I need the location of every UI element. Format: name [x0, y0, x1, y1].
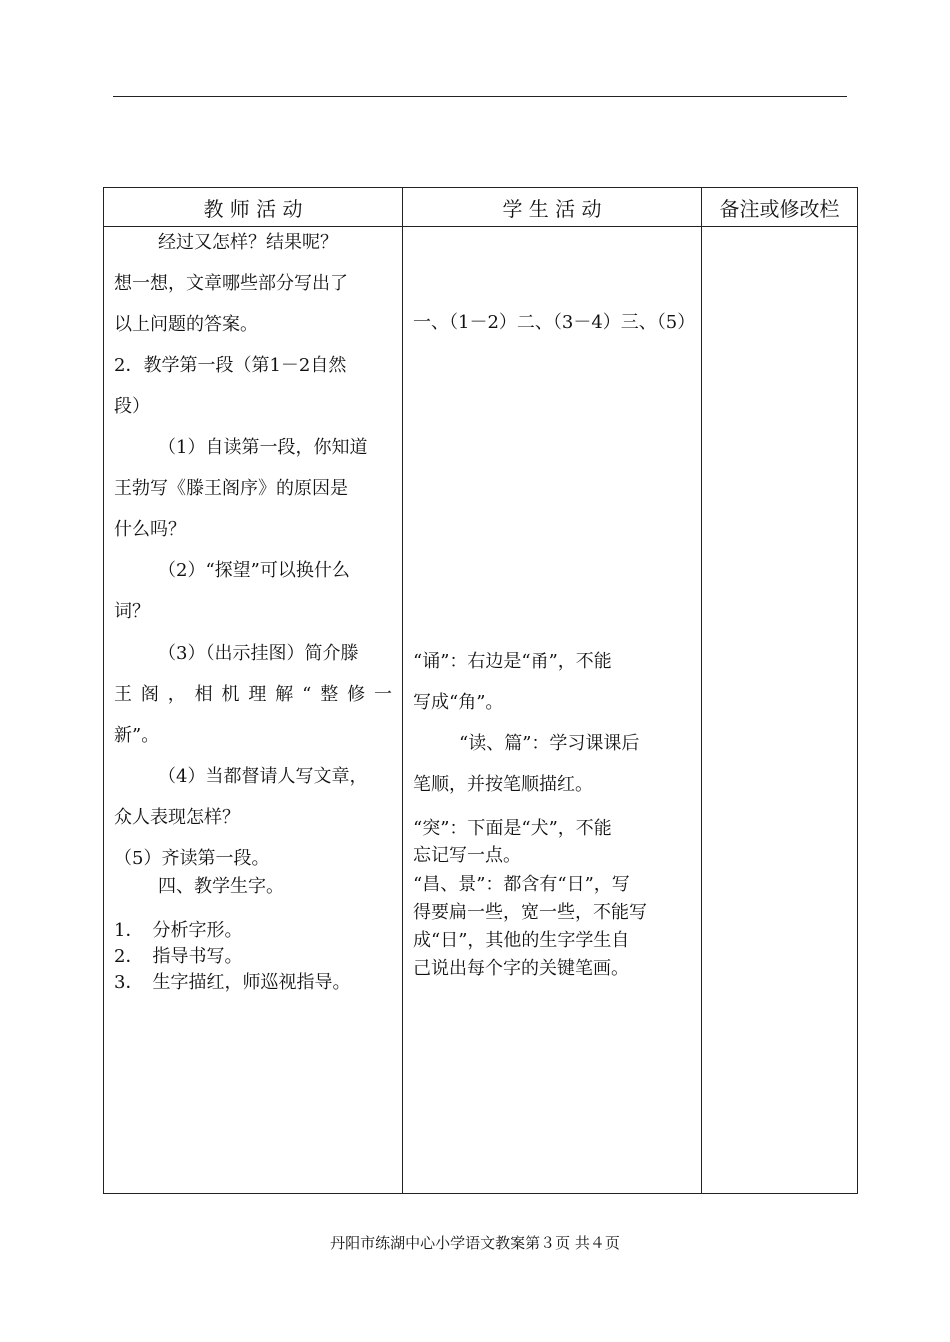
teacher-line-justified — [114, 683, 392, 707]
student-line: 忘记写一点。 — [413, 845, 521, 866]
justified-char: 理 — [248, 684, 267, 705]
teacher-activity-cell — [104, 227, 403, 1194]
content-row — [104, 227, 858, 1194]
header-rule — [113, 96, 847, 97]
teacher-line: 3． 生字描红，师巡视指导。 — [114, 972, 351, 993]
header-student-activity: 学 生 活 动 — [403, 188, 702, 227]
student-activity-cell — [403, 227, 702, 1194]
justified-char: 机 — [221, 684, 240, 705]
student-line: “突”：下面是“犬”，不能 — [413, 818, 612, 839]
teacher-line: （2）“探望”可以换什么 — [158, 560, 350, 581]
teacher-line: 2．教学第一段（第1－2自然 — [114, 355, 347, 376]
justified-char: “ — [302, 684, 312, 705]
student-line: “昌、景”：都含有“日”，写 — [413, 874, 630, 895]
teacher-line: 段） — [114, 396, 150, 417]
teacher-line: 四、教学生字。 — [158, 876, 284, 897]
justified-char: 阁 — [140, 684, 159, 705]
justified-char: 整 — [320, 684, 339, 705]
justified-char: 相 — [194, 684, 213, 705]
teacher-line: 2． 指导书写。 — [114, 946, 243, 967]
page-footer: 丹阳市练湖中心小学语文教案第３页 共４页 — [330, 1234, 620, 1252]
student-line: 己说出每个字的关键笔画。 — [413, 958, 629, 979]
student-line: 写成“角”。 — [413, 692, 504, 713]
header-row — [104, 188, 858, 227]
justified-char: 王 — [114, 684, 132, 705]
teacher-line: 词？ — [114, 601, 150, 622]
header-remarks: 备注或修改栏 — [702, 188, 858, 227]
remarks-cell — [702, 227, 858, 1194]
student-line: 笔顺，并按笔顺描红。 — [413, 774, 593, 795]
teacher-line: 1． 分析字形。 — [114, 920, 243, 941]
teacher-line: （3）（出示挂图）简介滕 — [158, 643, 359, 664]
teacher-line: 新”。 — [114, 725, 160, 746]
teacher-line: （4）当都督请人写文章， — [158, 766, 368, 787]
teacher-line: 王勃写《滕王阁序》的原因是 — [114, 478, 348, 499]
student-line: “诵”：右边是“甬”，不能 — [413, 651, 612, 672]
teacher-line: （5）齐读第一段。 — [114, 848, 270, 869]
student-line: 一、（1－2）二、（3－4）三、（5） — [413, 312, 696, 333]
header-teacher-activity: 教 师 活 动 — [104, 188, 403, 227]
justified-char: 修 — [347, 684, 366, 705]
justified-char: 一 — [373, 684, 392, 705]
teacher-line: 以上问题的答案。 — [114, 314, 258, 335]
teacher-line: （1）自读第一段，你知道 — [158, 437, 368, 458]
teacher-line: 经过又怎样？结果呢？ — [158, 232, 338, 253]
teacher-line: 想一想，文章哪些部分写出了 — [114, 273, 348, 294]
student-line: 成“日”，其他的生字学生自 — [413, 930, 630, 951]
student-line: “读、篇”：学习课课后 — [459, 733, 640, 754]
justified-text — [114, 683, 392, 707]
lesson-plan-table — [103, 187, 858, 1194]
teacher-line: 众人表现怎样？ — [114, 807, 240, 828]
justified-char: 解 — [275, 684, 294, 705]
teacher-line: 什么吗？ — [114, 519, 186, 540]
student-line: 得要扁一些，宽一些，不能写 — [413, 902, 647, 923]
justified-char: ， — [167, 684, 186, 705]
